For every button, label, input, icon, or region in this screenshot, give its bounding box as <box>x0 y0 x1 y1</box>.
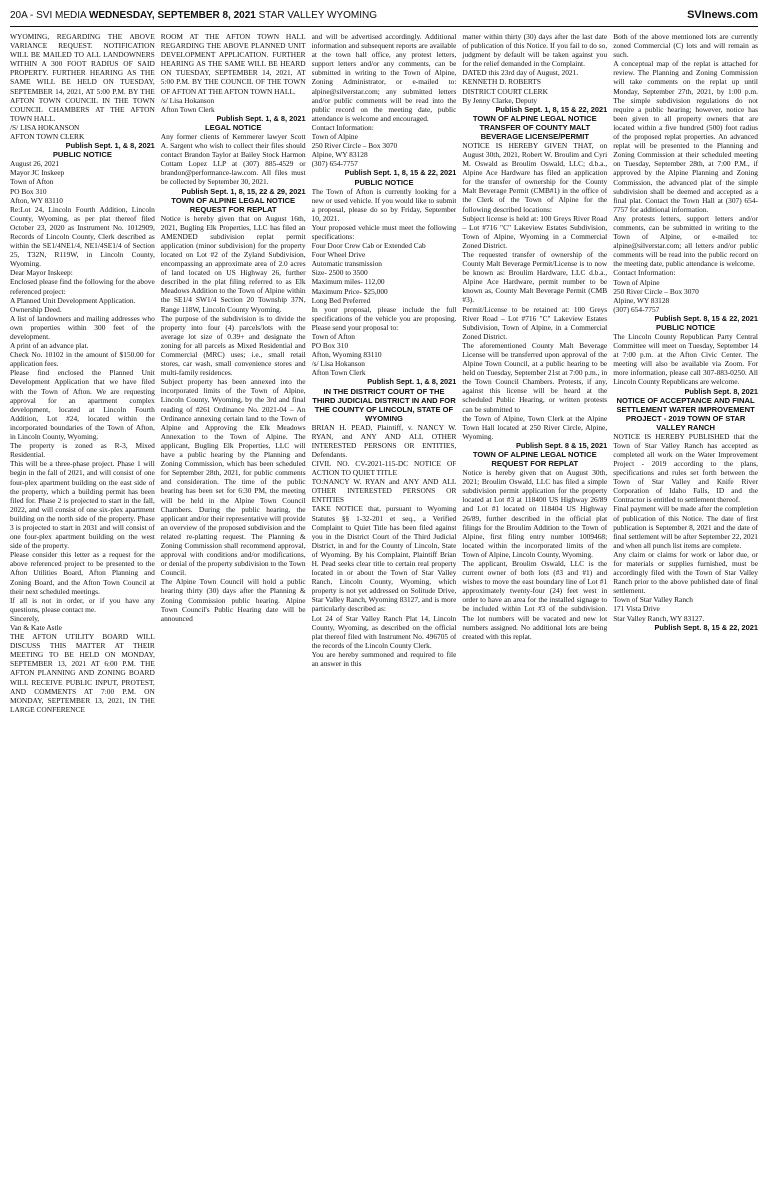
notice-paragraph: DISTRICT COURT CLERK <box>462 86 548 96</box>
column-4 <box>462 32 607 1182</box>
notice-paragraph: BRIAN H. PEAD, Plaintiff, v. NANCY W. RYAN, and ANY AND ALL OTHER INTERESTED PERSONS OR ENTITIES, Defendants. <box>311 422 457 459</box>
publish-line: Publish Sept. 8, 15 & 22, 2021 <box>654 313 758 323</box>
notice-paragraph: Alpine, WY 83128 <box>613 295 670 305</box>
notice-heading: TOWN OF ALPINE LEGAL NOTICE REQUEST FOR REPLAT <box>171 195 296 214</box>
notice-paragraph: In your proposal, please include the full specifications of the vehicle you are proposing. Please send your proposal to: <box>311 304 457 332</box>
notice-paragraph: Permit/License to be retained at: 100 Greys River Road – Lot #716 "C" Lakeview Estates Subdivision, Town of Alpine, in a Commercial Zoned District. <box>462 304 608 341</box>
notice-paragraph: DATED this 23rd day of August, 2021. <box>462 68 579 78</box>
notice-paragraph: Please consider this letter as a request for the above referenced project to be presented to the Afton Utilities Board, Afton Planning and Zoning Board, and the Afton Town Council at their next scheduled meetings. <box>10 550 155 596</box>
notice-paragraph: and will be advertised accordingly. Additional information and subsequent reports are available at the town hall office, any protest letters, support letters and/or any comments, can be submitted in writing to the Town of Alpine, Zoning Administrator, or e-mailed to: alpine@silverstar.com; any submitted letters and/or public comments will be read into the public record on the meeting date, public attendance is welcome and encouraged. <box>311 32 457 123</box>
notice-paragraph: Town of Afton <box>10 177 54 187</box>
notice-paragraph: 250 River Circle – Box 3070 <box>613 286 699 296</box>
notice-paragraph: Subject license is held at: 100 Greys River Road – Lot #716 "C" Lakeview Estates Subdivision, Town of Alpine, Wyoming in a Commercial Zoned District. <box>462 213 608 250</box>
notice-paragraph: NOTICE IS HEREBY GIVEN THAT, on August 30th, 2021, Robert W. Broulim and Cyri M. Oswald as Broulim Oswald, LLC; d.b.a., Alpine Ace Hardware has filed an application for the transfer of ownership for the County Malt Beverage Permit (CMB#1) in the office of the Clerk of the Town of Alpine for the following described locations: <box>462 140 608 214</box>
notice-paragraph: AFTON TOWN CLERK <box>10 132 85 142</box>
notice-paragraph: Star Valley Ranch, WY 83127. <box>613 613 705 623</box>
notice-paragraph: Lot 24 of Star Valley Ranch Plat 14, Lincoln County, Wyoming, as described on the official plat thereof filed with Instrument No. 496705 of the records of the Lincoln County Clerk. <box>311 613 457 650</box>
notice-paragraph: August 26, 2021 <box>10 159 60 169</box>
notice-paragraph: /S/ LISA HOKANSON <box>10 122 80 132</box>
publish-line: Publish Sept. 1, & 8, 2021 <box>65 141 155 151</box>
notice-paragraph: 250 River Circle – Box 3070 <box>311 141 398 151</box>
publish-line: Publish Sept. 1, & 8, 2021 <box>216 113 306 123</box>
notice-heading: PUBLIC NOTICE <box>52 150 112 160</box>
issue-date: WEDNESDAY, SEPTEMBER 8, 2021 <box>88 9 256 21</box>
notice-paragraph: Town of Alpine <box>613 277 660 287</box>
notice-paragraph: WYOMING, REGARDING THE ABOVE VARIANCE REQUEST. NOTIFICATION WILL BE MAILED TO ALL LANDOWNERS WITHIN A 300 FOOT RADIUS OF SAID PROPERTY. FURTHER HEARING AS THE SAME WILL BE HELD ON TUESDAY, SEPTEMBER 14, 2021, AT 5:00 P.M. BY THE AFTON TOWN COUNCIL IN THE TOWN COUNCIL CHAMBERS AT THE AFTON TOWN HALL. <box>10 32 155 123</box>
notice-paragraph: A conceptual map of the replat is attached for review. The Planning and Zoning Commission will take comments on the replat up until Monday, September 27th, 2021, by 1:00 p.m. The simple subdivision regulations do not require a public hearing; however, notice has been given to all property owners that are located within a five hundred (500) foot radius of the proposed replat properties. An advanced replat will be presented to the Planning and Zoning Commission at their scheduled meeting on Tuesday, September 28th, at 7:00 P.M., if approved by the Alpine Planning and Zoning Commission, the advanced plat of the simple subdivision shall be deemed and accepted as a final plat. Contact the Town Hall at (307) 654-7757 for additional information. <box>613 59 758 214</box>
page-header <box>10 4 758 27</box>
notice-heading: LEGAL NOTICE <box>204 122 262 132</box>
notice-paragraph: By Jenny Clarke, Deputy <box>462 95 538 105</box>
notice-paragraph: Maximum miles- 112,00 <box>311 277 385 287</box>
notice-paragraph: A list of landowners and mailing addresses who own properties within 300 feet of the development. <box>10 313 155 341</box>
notice-heading: TOWN OF ALPINE LEGAL NOTICE REQUEST FOR REPLAT <box>472 450 597 469</box>
notice-paragraph: Ownership Deed. <box>10 304 62 314</box>
notice-paragraph: Sincerely, <box>10 613 40 623</box>
paper-name: STAR VALLEY WYOMING <box>258 9 377 21</box>
notice-paragraph: (307) 654-7757 <box>311 159 358 169</box>
notice-paragraph: matter within thirty (30) days after the last date of publication of this Notice. If you fail to do so, judgment by default will be taken against you for the relief demanded in the Complaint. <box>462 32 608 69</box>
notice-paragraph: Notice is hereby given that on August 30th, 2021; Broulim Oswald, LLC has filed a simple subdivision permit application for the property located at Lot #3 at 118400 US Highway 26/89 and Lot #1 located on 118404 US Highway 26/89, further described in the official plat filings for the Broulim Addition to the Town of Alpine, first filing entry number 1009468; located within the incorporated limits of the Town of Alpine, Lincoln County, Wyoming. <box>462 468 608 559</box>
notice-paragraph: Any claim or claims for work or labor due, or for materials or supplies furnished, must be accordingly filed with the Town of Star Valley Ranch prior to the above published date of final settlement. <box>613 549 758 596</box>
notice-paragraph: Any protests letters, support letters and/or comments, can be submitted in writing to the Town of Alpine, or e-mailed to: alpine@silverstar.com; all letters and/or public comments will be read into the public record on the meeting date, public attendance is welcome. <box>613 213 758 269</box>
notice-paragraph: Automatic transmission <box>311 259 383 269</box>
notice-paragraph: Afton Town Clerk <box>311 368 366 378</box>
column-3 <box>312 32 457 1182</box>
notice-paragraph: Your proposed vehicle must meet the following specifications: <box>311 222 457 241</box>
notice-paragraph: Subject property has been annexed into the incorporated limits of the Town of Alpine, Lincoln County, Wyoming, by the 3rd and final reading of #261 Ordinance No. 2021-04 – An Ordinance annexing certain land to the Town of Alpine and Approving the Elk Meadows Annexation to the Town of Alpine. The applicant, Bugling Elk Properties, LLC will have a public hearing by the Planning and Zoning Commission, which has been scheduled for September 28th, 2021, for public comments and consideration. The time of the public hearing has been set for 6:30 PM, the meeting will be held in the Alpine Town Council Chambers. During the public hearing, the applicant and/or their representative will provide an overview of the proposed subdivision and the related re-platting request. The Planning & Zoning Commission shall recommend approval, approval with conditions and/or modifications, or denial of the property subdivision to the Town Council. <box>160 377 306 578</box>
notice-paragraph: Long Bed Preferred <box>311 295 371 305</box>
notice-paragraph: This will be a three-phase project. Phase 1 will begin in the fall of 2021, and will consist of one four-plex apartment building on the east side of the property, which a building permit has been filed for. Phase 2 is projected to start in the fall, 2022, and will consist of one six-plex apartment building on the north side of the property. Phase 3 is projected to start in 2031 and will consist of one four-plex apartment building on the west side of the property. <box>10 459 155 551</box>
notice-paragraph: A Planned Unit Development Application. <box>10 295 136 305</box>
notice-paragraph: NOTICE IS HEREBY PUBLISHED that the Town of Star Valley Ranch has accepted as completed all work on the Water Improvement Project - 2019 according to the plans, specifications and rules set forth between the Town of Star Valley and Knife River Corporation of Idaho Falls, ID and the Contractor is entitled to settlement thereof. <box>613 431 758 505</box>
notice-paragraph: A print of an advance plat. <box>10 341 89 351</box>
notice-paragraph: You are hereby summoned and required to file an answer in this <box>311 649 457 668</box>
publish-line: Publish Sept. 1, 8, 15 & 22, 2021 <box>344 168 457 178</box>
column-5 <box>613 32 758 1182</box>
notice-paragraph: ROOM AT THE AFTON TOWN HALL REGARDING THE ABOVE PLANNED UNIT DEVELOPMENT APPLICATION. FURTHER HEARING AS THE SAME WILL BE HEARD ON TUESDAY, SEPTEMBER 14, 2021, AT 5:00 P.M. BY THE COUNCIL OF THE TOWN OF AFTON AT THE AFTON TOWN HALL. <box>160 32 306 96</box>
notice-paragraph: The requested transfer of ownership of the County Malt Beverage Permit/License is to now be known as: Broulim Hardware, LLC d.b.a., Alpine Ace Hardware, permit number to be known as, County Malt Beverage Permit (CMB #3). <box>462 249 608 305</box>
notice-paragraph: TO:NANCY W. RYAN and ANY AND ALL OTHER INTERESTED PERSONS OR ENTITIES <box>311 477 457 505</box>
publish-line: Publish Sept. 1, 8, 15, 22 & 29, 2021 <box>181 186 306 196</box>
notice-paragraph: Maximum Price- $25,000 <box>311 286 388 296</box>
notice-paragraph: PO Box 310 <box>311 341 349 351</box>
notice-paragraph: Town of Star Valley Ranch <box>613 595 693 605</box>
publish-line: Publish Sept. 1, 8, 15 & 22, 2021 <box>495 104 608 114</box>
notice-heading: PUBLIC NOTICE <box>656 323 716 332</box>
notice-paragraph: (307) 654-7757 <box>613 304 660 314</box>
column-1 <box>10 32 155 1182</box>
notice-paragraph: Contact Information: <box>613 268 676 278</box>
notice-paragraph: Dear Mayor Inskeep: <box>10 268 73 278</box>
notice-paragraph: THE AFTON UTILITY BOARD WILL DISCUSS THIS MATTER AT THEIR MEETING TO BE HELD ON MONDAY, SEPTEMBER 13, 2021 AT 6:00 P.M. THE AFTON PLANNING AND ZONING BOARD WILL RECEIVE PUBLIC INPUT, PROTEST, AND COMMENTS AT 7:00 P.M. ON MONDAY, SEPTEMBER 13, 2021, IN THE LARGE CONFERENCE <box>10 632 155 714</box>
notice-paragraph: 171 Vista Drive <box>613 604 660 614</box>
notice-paragraph: Town of Alpine <box>311 132 358 142</box>
notice-paragraph: Re:Lot 24, Lincoln Fourth Addition, Lincoln County, Wyoming, as per plat thereof filed October 23, 2020 as Instrument No. 1012909, Records of Lincoln County, Clerk described as within the SE1/4NE1/4, NE1/4SE1/4 of Section 25, T32N, R119W, in Lincoln County, Wyoming. <box>10 204 155 269</box>
notice-paragraph: Notice is hereby given that on August 16th, 2021, Bugling Elk Properties, LLC has filed an AMENDED subdivision replat permit application (minor subdivision) for the property located on Lot #2 of the Zyland Subdivision, encompassing an approximate area of 2.0 acres of land located on US Highway 26, further described in the plat filing referred to as Elk Meadows Addition to the Town of Alpine within the SE1/4 SW1/4 Section 20 Township 37N, Range 118W, Lincoln County Wyoming. <box>160 213 306 314</box>
publish-line: Publish Sept. 8 & 15, 2021 <box>515 440 608 450</box>
notice-paragraph: Four Door Crew Cab or Extended Cab <box>311 241 426 251</box>
notice-paragraph: Alpine, WY 83128 <box>311 150 368 160</box>
publish-line: Publish Sept. 1, & 8, 2021 <box>367 377 457 387</box>
page-label: 20A - SVI MEDIA <box>10 9 87 21</box>
notice-paragraph: Afton, Wyoming 83110 <box>311 350 382 360</box>
notice-paragraph: Contact Information: <box>311 122 374 132</box>
notice-paragraph: the Town of Alpine, Town Clerk at the Alpine Town Hall located at 250 River Circle, Alpine, Wyoming. <box>462 413 608 441</box>
notice-paragraph: Mayor JC Inskeep <box>10 168 65 178</box>
notice-paragraph: /s/ Lisa Hokanson <box>311 359 365 369</box>
notice-heading: IN THE DISTRICT COURT OF THE THIRD JUDICIAL DISTRICT IN AND FOR THE COUNTY OF LINCOLN, STATE OF WYOMING <box>312 386 456 423</box>
notice-paragraph: The Town of Afton is currently looking for a new or used vehicle. If you would like to submit a proposal, please do so by Friday, September 10, 2021. <box>311 186 457 223</box>
notice-paragraph: Afton, WY 83110 <box>10 195 63 205</box>
notice-paragraph: PO Box 310 <box>10 186 47 196</box>
notice-paragraph: Any former clients of Kemmerer lawyer Scott A. Sargent who wish to collect their files should contact Brandon Taylor at Bailey Stock Harmon Cottam Lopez LLP at (307) 885-4529 or brandon@performance-law.com. All files must be collected by September 30, 2021. <box>160 131 306 187</box>
notice-paragraph: The Lincoln County Republican Party Central Committee will meet on Tuesday, September 14 at 7:00 p.m. at the Afton Civic Center. The meeting will also be available via Zoom. For more information, please call 307-883-0250. All Lincoln County Republicans are welcome. <box>613 332 758 387</box>
notice-paragraph: If all is not in order, or if you have any questions, please contact me. <box>10 595 155 614</box>
notice-paragraph: The property is zoned as R-3, Mixed Residential. <box>10 441 155 460</box>
header-left <box>10 10 377 21</box>
site-name: SVInews.com <box>687 9 758 21</box>
notice-paragraph: Please find enclosed the Planned Unit Development Application that we have filed with the Town of Afton. We are requesting approval for an apartment complex development, located at Lincoln Fourth Addition, Lot #24, located within the incorporated boundaries of the Town of Afton, in Lincoln County, Wyoming. <box>10 368 155 442</box>
notice-paragraph: Afton Town Clerk <box>160 104 215 114</box>
notice-paragraph: /s/ Lisa Hokanson <box>160 95 215 105</box>
notice-paragraph: Town of Afton <box>311 332 356 341</box>
notice-heading: TOWN OF ALPINE LEGAL NOTICE TRANSFER OF COUNTY MALT BEVERAGE LICENSE/PERMIT <box>472 113 597 141</box>
notice-paragraph: Enclosed please find the following for the above referenced project: <box>10 277 155 296</box>
notice-paragraph: The applicant, Broulim Oswald, LLC is the current owner of both lots (#3 and #1) and wishes to move the east boundary line of Lot #1 approximately twenty-four (24) feet west in order to have an area for the installed signage to be included within Lot #3 of the subdivision. The lot numbers will be vacated and new lot numbers assigned. No additional lots are being created with this replat. <box>462 558 608 641</box>
publish-line: Publish Sept. 8, 2021 <box>684 386 758 396</box>
notice-paragraph: Check No. 10102 in the amount of $150.00 for application fees. <box>10 350 155 369</box>
notice-paragraph: The Alpine Town Council will hold a public hearing thirty (30) days after the Planning & Zoning Commission public hearing. Alpine Town Council's Public Hearing date will be announced <box>160 577 306 623</box>
notice-paragraph: Four Wheel Drive <box>311 250 366 260</box>
publish-line: Publish Sept. 8, 15 & 22, 2021 <box>654 622 758 632</box>
notice-paragraph: Size- 2500 to 3500 <box>311 268 368 278</box>
notice-paragraph: The aforementioned County Malt Beverage License will be transferred upon approval of the Alpine Town Council, at a public hearing to be held on Tuesday, September 21st at 7:00 p.m., in the Town Council Chambers. Protests, if any, against this license will be heard at the scheduled Public Hearing, or written protests can be submitted to <box>462 340 608 414</box>
notice-paragraph: KENNETH D. ROBERTS <box>462 77 541 87</box>
notice-heading: NOTICE OF ACCEPTANCE AND FINAL SETTLEMENT WATER IMPROVEMENT PROJECT - 2019 TOWN OF STAR VALLEY RANCH <box>616 395 755 432</box>
notice-paragraph: The purpose of the subdivision is to divide the property into four (4) parcels/lots with the average lot size of 0.39+ and designate the zoning for all parcels as Mixed Residential and Commercial (MRC) uses; i.e., small retail stores, car wash, small convenience stores and multi-family residences. <box>160 313 306 378</box>
legal-notices-page <box>10 32 758 1182</box>
notice-paragraph: Van & Kate Astle <box>10 623 62 632</box>
notice-paragraph: Final payment will be made after the completion of publication of this Notice. The date of first publication is September 8, 2021 and the date of final settlement will be after September 22, 2021 and when all punch list items are complete. <box>613 504 758 550</box>
notice-paragraph: Both of the above mentioned lots are currently zoned Commercial (C) lots and will remain as such. <box>613 32 758 60</box>
column-2 <box>161 32 306 1182</box>
notice-heading: PUBLIC NOTICE <box>354 177 414 187</box>
notice-paragraph: TAKE NOTICE that, pursuant to Wyoming Statutes §§ 1-32-201 et seq., a Verified Complaint to Quiet Title has been filed against you in the District Court of the Third Judicial District, in and for the County of Lincoln, State of Wyoming. By his Complaint, Plaintiff Brian H. Pead seeks clear title to certain real property located in or about the Town of Star Valley Ranch, Lincoln County, Wyoming, which property is not yet addressed on Solitude Drive, Star Valley Ranch, Wyoming 83127, and is more particularly described as: <box>311 504 457 614</box>
notice-paragraph: CIVIL NO. CV-2021-115-DC NOTICE OF ACTION TO QUIET TITLE <box>311 458 457 478</box>
